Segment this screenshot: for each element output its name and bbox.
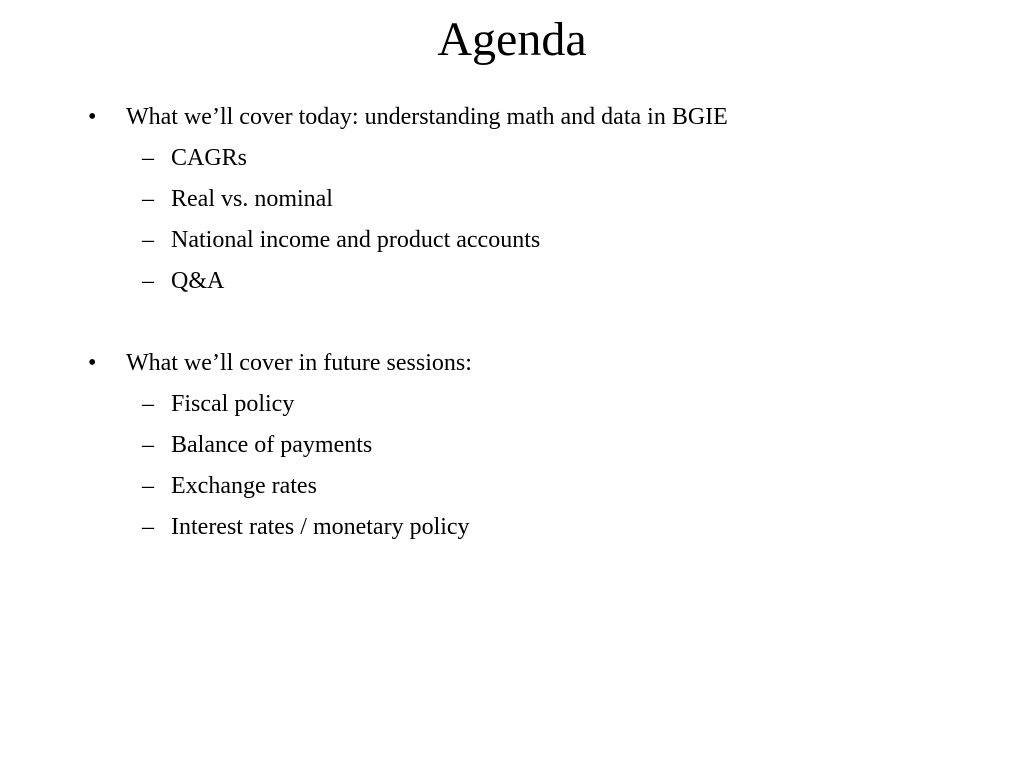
dash-icon: –: [142, 391, 154, 417]
sub-item-text: Exchange rates: [171, 473, 317, 499]
agenda-section-today: [0, 99, 1024, 304]
dash-icon: –: [142, 268, 154, 294]
sub-item: [0, 140, 1024, 181]
sub-item-text: Interest rates / monetary policy: [171, 514, 470, 540]
sub-item: [0, 427, 1024, 468]
dash-icon: –: [142, 473, 154, 499]
slide-title: Agenda: [437, 13, 587, 66]
bullet-item: [0, 345, 1024, 386]
sub-item-text: Fiscal policy: [171, 391, 295, 417]
sub-item-text: Q&A: [171, 268, 225, 294]
sub-item: [0, 263, 1024, 304]
bullet-icon: •: [88, 350, 97, 376]
sub-item: [0, 386, 1024, 427]
sub-item: [0, 509, 1024, 550]
bullet-item: [0, 99, 1024, 140]
dash-icon: –: [142, 227, 154, 253]
sub-item-text: Balance of payments: [171, 432, 373, 458]
section-heading: What we’ll cover today: understanding math and data in BGIE: [126, 104, 728, 130]
sub-item-text: National income and product accounts: [171, 227, 541, 253]
section-heading: What we’ll cover in future sessions:: [126, 350, 472, 376]
dash-icon: –: [142, 514, 154, 540]
dash-icon: –: [142, 145, 154, 171]
sub-item-text: CAGRs: [171, 145, 248, 171]
sub-item-text: Real vs. nominal: [171, 186, 333, 212]
sub-item: [0, 468, 1024, 509]
bullet-icon: •: [88, 104, 97, 130]
dash-icon: –: [142, 186, 154, 212]
sub-item: [0, 181, 1024, 222]
sub-item: [0, 222, 1024, 263]
agenda-section-future: [0, 345, 1024, 550]
dash-icon: –: [142, 432, 154, 458]
